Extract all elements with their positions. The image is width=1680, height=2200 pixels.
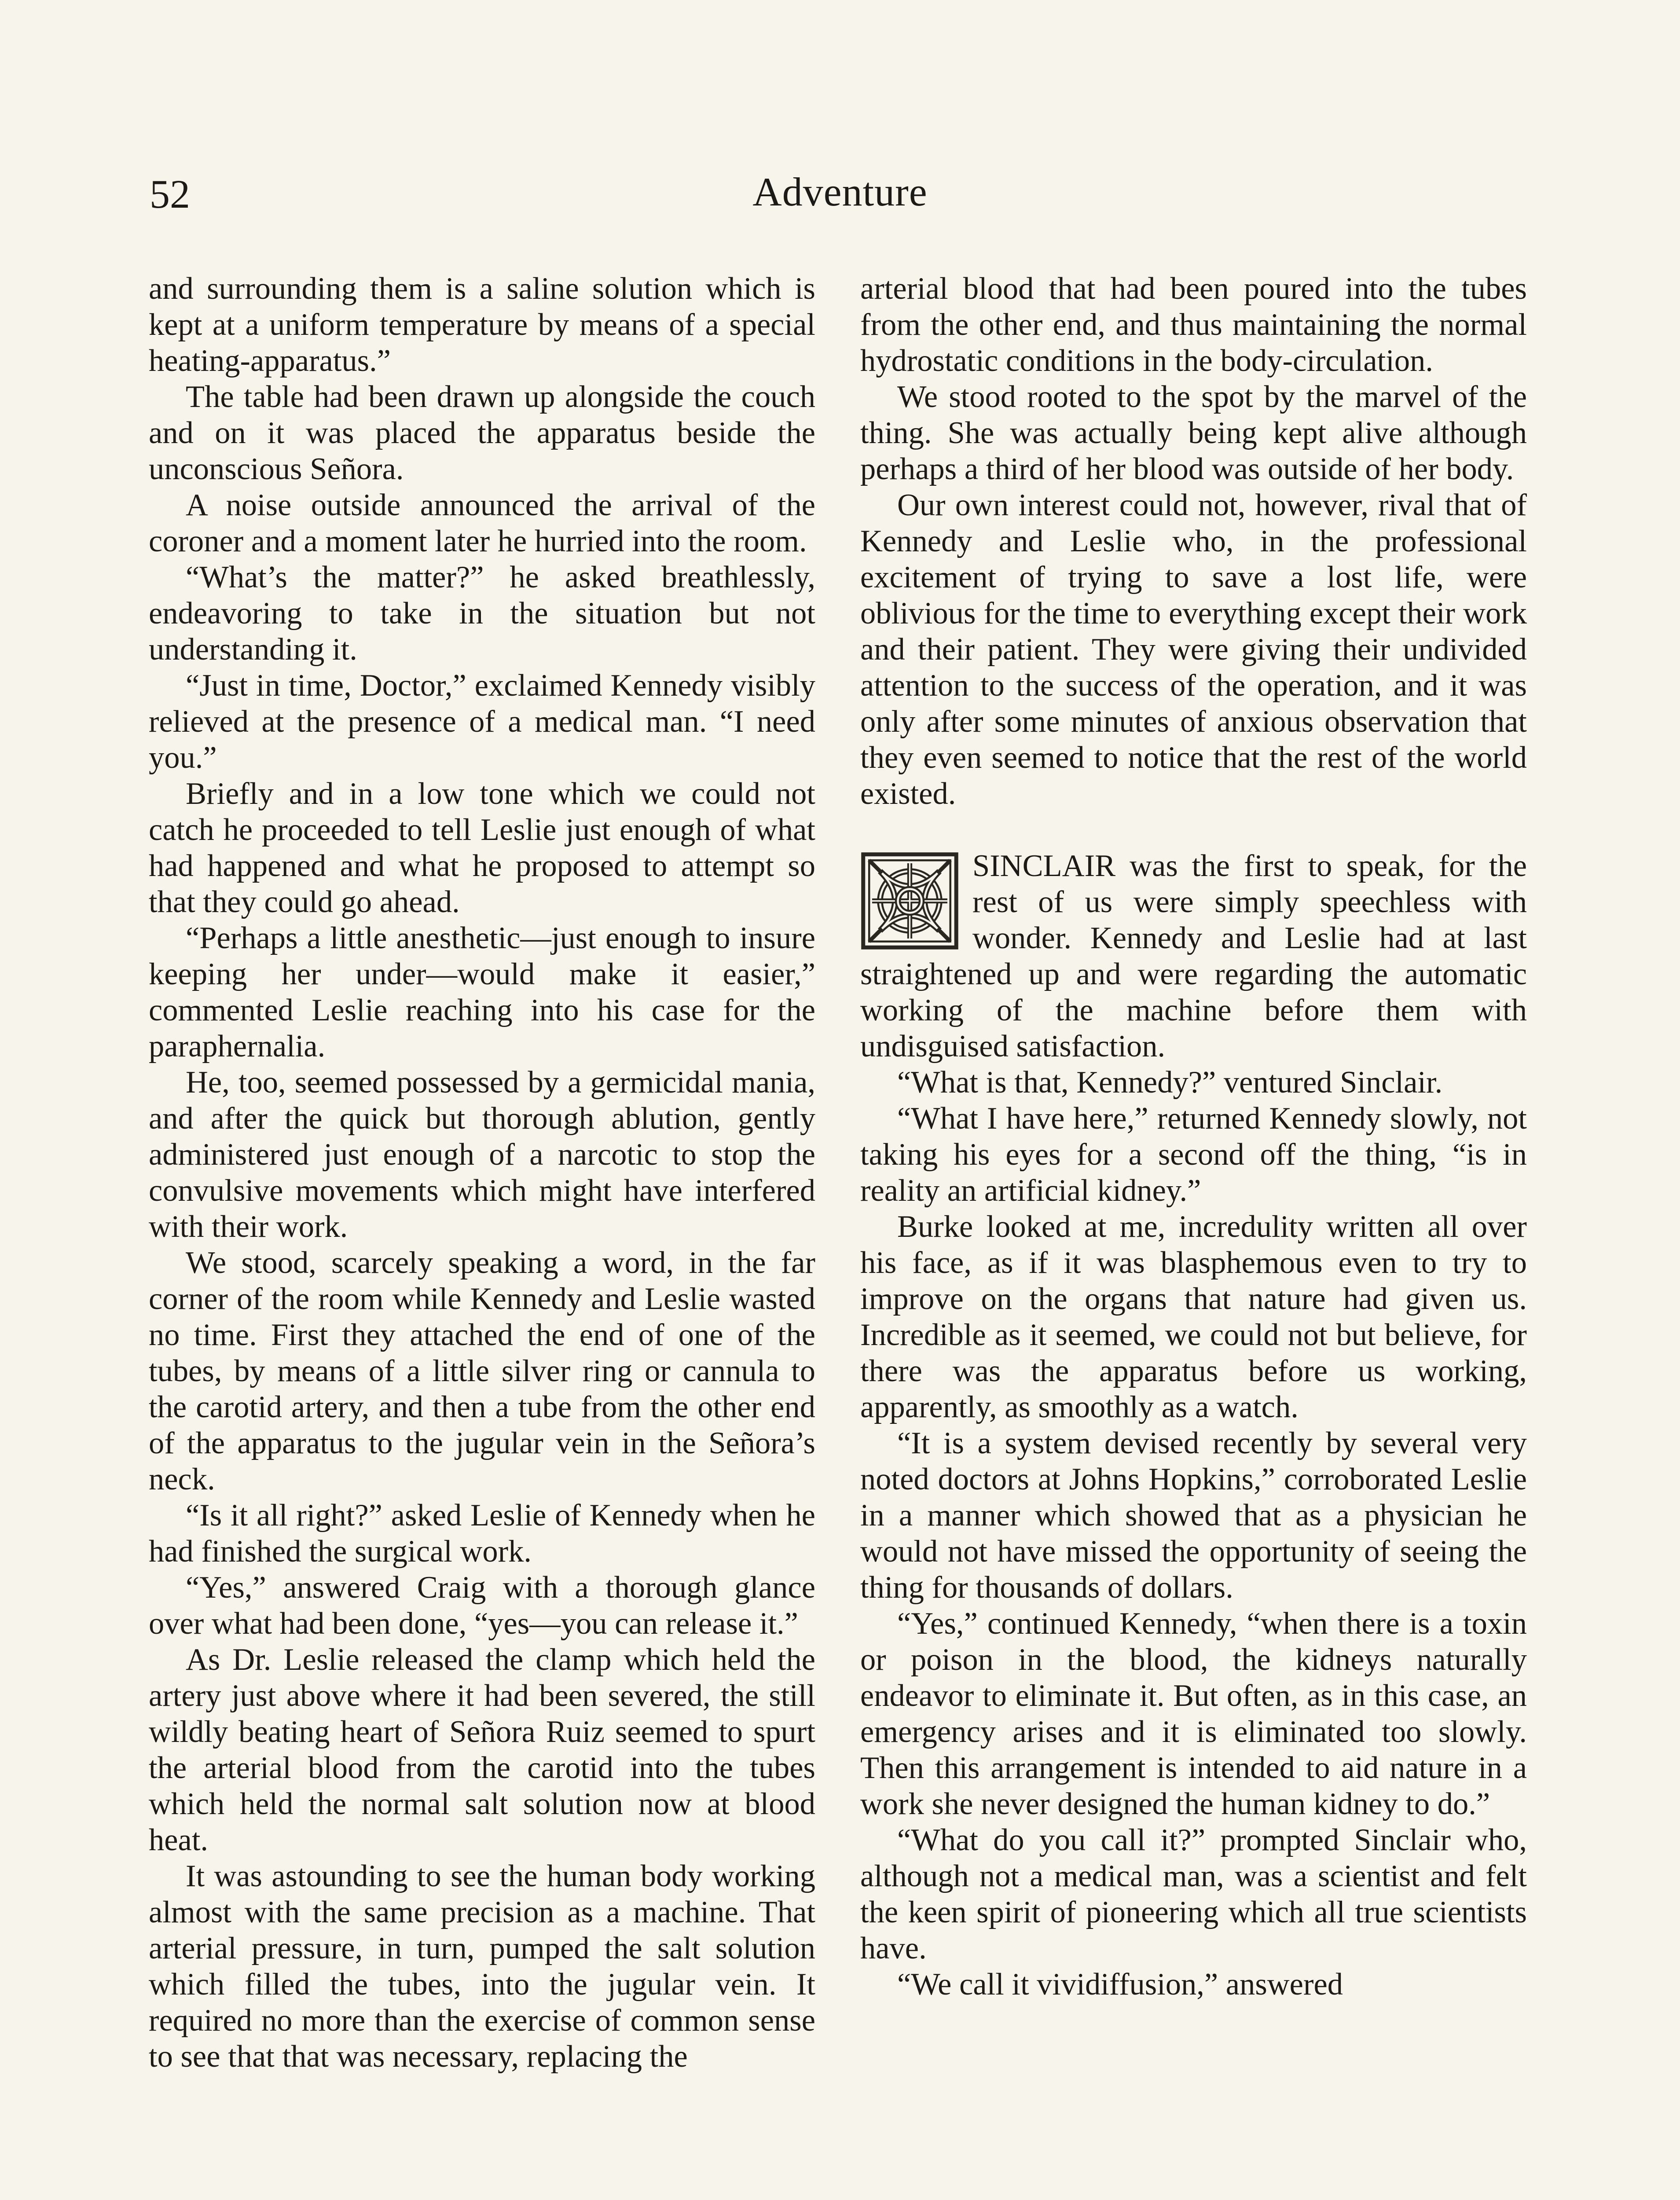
paragraph: “What I have here,” returned Kennedy slowly, not taking his eyes for a second off the thing, “is in reality an artificial kidney.” [860,1101,1527,1208]
paragraph: It was astounding to see the human body working almost with the same precision as a machine. That arterial pressure, in turn, pumped the salt solution which filled the tubes, into the jugular vein. It required no more than the exercise of common sense to see that that was necessary, replacing the [149,1859,815,2074]
paragraph: He, too, seemed possessed by a germicidal mania, and after the quick but thorough ablution, gently administered just enough of a narcotic to stop the convulsive movements which might have interfered with their work. [149,1065,815,1244]
right-column [860,271,1527,2002]
paragraph-text: SINCLAIR was the first to speak, for the rest of us were simply speechless with wonder. Kennedy and Leslie had at last straightened up and were regarding the automatic working of the machine before them with undisguised satisfaction. [860,849,1527,1063]
paragraph: “Perhaps a little anesthetic—just enough to insure keeping her under—would make it easier,” commented Leslie reaching into his case for the paraphernalia. [149,921,815,1063]
paragraph: Our own interest could not, however, rival that of Kennedy and Leslie who, in the professional excitement of trying to save a lost life, were oblivious for the time to everything except their work and their patient. They were giving their undivided attention to the success of the operation, and it was only after some minutes of anxious observation that they even seemed to notice that the rest of the world existed. [860,488,1527,811]
running-title: Adventure [752,169,928,214]
paragraph: “What do you call it?” prompted Sinclair who, although not a medical man, was a scientist and felt the keen spirit of pioneering which all true scientists have. [860,1823,1527,1965]
paragraph: A noise outside announced the arrival of the coroner and a moment later he hurried into the room. [149,488,815,558]
paragraph: Briefly and in a low tone which we could not catch he proceeded to tell Leslie just enough of what had happened and what he proposed to attempt so that they could go ahead. [149,777,815,919]
paragraph: “We call it vividiffusion,” answered [897,1967,1343,2002]
celtic-knot-icon [860,851,959,950]
paragraph: We stood rooted to the spot by the marvel of the thing. She was actually being kept alive although perhaps a third of her blood was outside of her body. [860,380,1527,486]
paragraph: “Just in time, Doctor,” exclaimed Kennedy visibly relieved at the presence of a medical man. “I need you.” [149,668,815,775]
paragraph: “What’s the matter?” he asked breathlessly, endeavoring to take in the situation but not understanding it. [149,560,815,667]
section-opening-paragraph [860,848,1527,1064]
paragraph: Burke looked at me, incredulity written all over his face, as if it was blasphemous even to try to improve on the organs that nature had given us. Incredible as it seemed, we could not but believe, for there was the apparatus before us working, apparently, as smoothly as a watch. [860,1210,1527,1424]
paragraph: We stood, scarcely speaking a word, in the far corner of the room while Kennedy and Leslie wasted no time. First they attached the end of one of the tubes, by means of a little silver ring or cannula to the carotid artery, and then a tube from the other end of the apparatus to the jugular vein in the Señora’s neck. [149,1246,815,1496]
paragraph: As Dr. Leslie released the clamp which held the artery just above where it had been severed, the still wildly beating heart of Señora Ruiz seemed to spurt the arterial blood from the carotid into the tubes which held the normal salt solution now at blood heat. [149,1643,815,1857]
paragraph: The table had been drawn up alongside the couch and on it was placed the apparatus beside the unconscious Señora. [149,380,815,486]
page-number: 52 [150,172,190,216]
paragraph: “Yes,” continued Kennedy, “when there is a toxin or poison in the blood, the kidneys naturally endeavor to eliminate it. But often, as in this case, an emergency arises and it is eliminated too slowly. Then this arrangement is intended to aid nature in a work she never designed the human kidney to do.” [860,1606,1527,1821]
paragraph: and surrounding them is a saline solution which is kept at a uniform temperature by means of a special heating-apparatus.” [149,271,815,378]
paragraph: “What is that, Kennedy?” ventured Sinclair. [897,1065,1443,1100]
paragraph: “It is a system devised recently by several very noted doctors at Johns Hopkins,” corroborated Leslie in a manner which showed that as a physician he would not have missed the opportunity of seeing the thing for thousands of dollars. [860,1426,1527,1605]
paragraph: “Is it all right?” asked Leslie of Kennedy when he had finished the surgical work. [149,1498,815,1569]
paragraph: “Yes,” answered Craig with a thorough glance over what had been done, “yes—you can release it.” [149,1570,815,1641]
paragraph: arterial blood that had been poured into the tubes from the other end, and thus maintaining the normal hydrostatic conditions in the body-circulation. [860,271,1527,378]
left-column [149,271,815,2075]
